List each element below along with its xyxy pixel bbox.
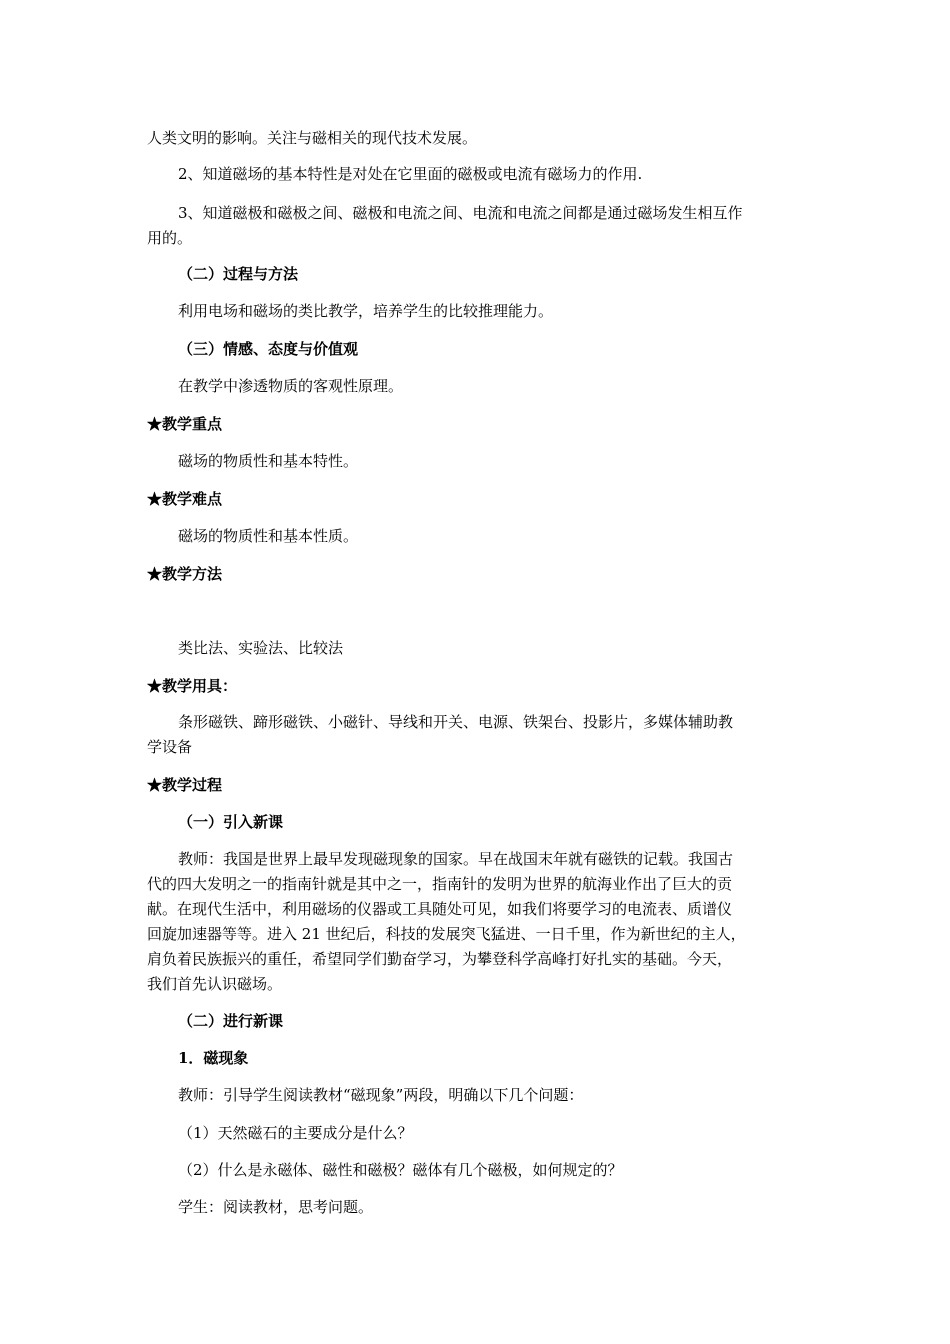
intro-paragraph-line: 教师：我国是世界上最早发现磁现象的国家。早在战国末年就有磁铁的记载。我国古 xyxy=(178,850,734,868)
intro-paragraph-line: 代的四大发明之一的指南针就是其中之一，指南针的发明为世界的航海业作出了巨大的贡 xyxy=(147,875,733,893)
intro-paragraph-line: 肩负着民族振兴的重任，希望同学们勤奋学习，为攀登科学高峰打好扎实的基础。今天， xyxy=(147,950,733,968)
emotion-values-text: 在教学中渗透物质的客观性原理。 xyxy=(178,377,404,395)
emotion-values-heading: （三）情感、态度与价值观 xyxy=(178,340,359,358)
question-1: （1）天然磁石的主要成分是什么？ xyxy=(178,1124,413,1142)
difficulties-text: 磁场的物质性和基本性质。 xyxy=(178,527,359,545)
difficulties-heading: ★教学难点 xyxy=(147,490,223,508)
tools-text-line2: 学设备 xyxy=(147,738,193,756)
objective-item-3-line2: 用的。 xyxy=(147,229,193,247)
intro-paragraph-line: 回旋加速器等等。进入 21 世纪后，科技的发展突飞猛进、一日千里，作为新世纪的主人， xyxy=(147,925,746,943)
tools-heading: ★教学用具： xyxy=(147,677,238,695)
teacher-instruction: 教师：引导学生阅读教材“磁现象”两段，明确以下几个问题： xyxy=(178,1086,584,1104)
process-heading: ★教学过程 xyxy=(147,776,223,794)
intro-paragraph-line: 我们首先认识磁场。 xyxy=(147,975,283,993)
process-method-text: 利用电场和磁场的类比教学，培养学生的比较推理能力。 xyxy=(178,302,554,320)
student-response: 学生：阅读教材，思考问题。 xyxy=(178,1198,374,1216)
key-points-text: 磁场的物质性和基本特性。 xyxy=(178,452,359,470)
new-lesson-heading: （二）进行新课 xyxy=(178,1012,284,1030)
question-2: （2）什么是永磁体、磁性和磁极？磁体有几个磁极，如何规定的？ xyxy=(178,1161,623,1179)
objective-item-3-line1: 3、知道磁极和磁极之间、磁极和电流之间、电流和电流之间都是通过磁场发生相互作 xyxy=(178,204,743,222)
key-points-heading: ★教学重点 xyxy=(147,415,223,433)
methods-text: 类比法、实验法、比较法 xyxy=(178,639,344,657)
magnetism-subheading: 1．磁现象 xyxy=(178,1049,249,1067)
intro-paragraph-line: 献。在现代生活中，利用磁场的仪器或工具随处可见，如我们将要学习的电流表、质谱仪 xyxy=(147,900,733,918)
objective-item-2: 2、知道磁场的基本特性是对处在它里面的磁极或电流有磁场力的作用. xyxy=(178,165,643,183)
methods-heading: ★教学方法 xyxy=(147,565,223,583)
tools-text-line1: 条形磁铁、蹄形磁铁、小磁针、导线和开关、电源、铁架台、投影片，多媒体辅助教 xyxy=(178,713,734,731)
process-method-heading: （二）过程与方法 xyxy=(178,265,299,283)
intro-heading: （一）引入新课 xyxy=(178,813,284,831)
objective-continuation-line: 人类文明的影响。关注与磁相关的现代技术发展。 xyxy=(147,129,478,147)
